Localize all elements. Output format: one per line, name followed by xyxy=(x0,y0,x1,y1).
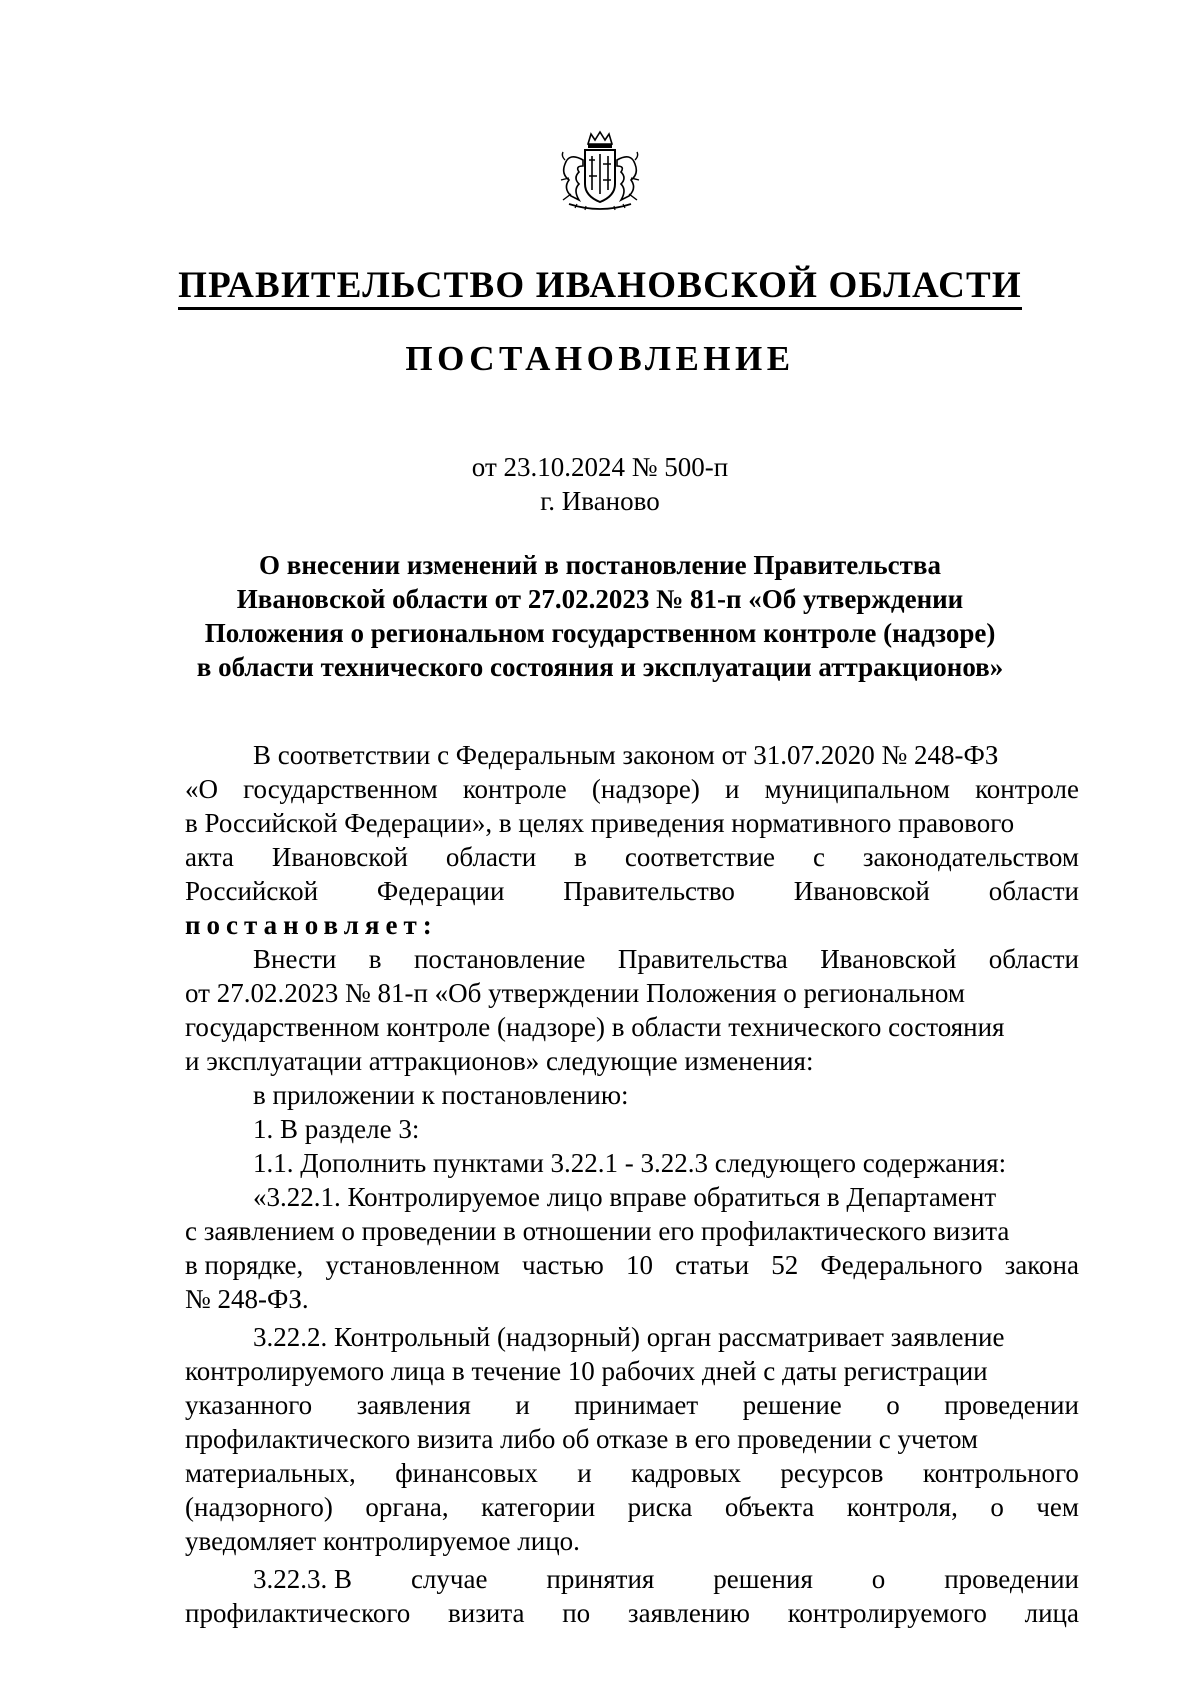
word: риска xyxy=(627,1492,693,1522)
word: Правительства xyxy=(617,944,788,974)
word: о xyxy=(990,1492,1004,1522)
word: чем xyxy=(1036,1492,1079,1522)
word: визита xyxy=(448,1598,525,1628)
body-line: 1.1. Дополнить пунктами 3.22.1 - 3.22.3 следующего содержания: xyxy=(253,1148,1007,1178)
word: закона xyxy=(1004,1250,1079,1280)
word: контрольного xyxy=(922,1458,1079,1488)
body-line: 3.22.2. Контрольный (надзорный) орган рассматривает заявление xyxy=(253,1322,1005,1352)
word: по xyxy=(562,1598,591,1628)
body-line-spaced: постановляет: xyxy=(185,910,438,940)
word: «О xyxy=(185,774,218,804)
word: лица xyxy=(1024,1598,1079,1628)
word: заявлению xyxy=(627,1598,750,1628)
word: 10 xyxy=(625,1250,653,1280)
date-and-number: от 23.10.2024 № 500-п xyxy=(471,452,729,482)
word: Ивановской xyxy=(271,842,408,872)
word: в xyxy=(574,842,587,872)
body-line: контролируемого лица в течение 10 рабочих дней с даты регистрации xyxy=(185,1356,988,1386)
body-line: 1. В разделе 3: xyxy=(253,1114,420,1144)
word: частью xyxy=(521,1250,604,1280)
word: государственном xyxy=(243,774,438,804)
word: статьи xyxy=(675,1250,750,1280)
body-line xyxy=(185,1596,1079,1630)
body-line xyxy=(185,874,1079,908)
word: кадровых xyxy=(631,1458,741,1488)
word: области xyxy=(988,944,1079,974)
word: в xyxy=(368,944,382,974)
body-line: № 248-ФЗ. xyxy=(185,1284,309,1314)
word: органа, xyxy=(365,1492,449,1522)
word: акта xyxy=(185,842,234,872)
title-line: О внесении изменений в постановление Правительства xyxy=(259,550,941,580)
word: решения xyxy=(713,1564,813,1594)
word: проведении xyxy=(944,1564,1079,1594)
body-line: государственном контроле (надзоре) в области технического состояния xyxy=(185,1012,1005,1042)
word: контроля, xyxy=(846,1492,958,1522)
word: контроле xyxy=(975,774,1079,804)
body-line: в Российской Федерации», в целях приведения нормативного правового xyxy=(185,808,1015,838)
word: профилактического xyxy=(185,1598,411,1628)
body-line xyxy=(185,942,1079,976)
word: (надзоре) xyxy=(591,774,700,804)
word: с xyxy=(812,842,825,872)
word: Федерального xyxy=(820,1250,983,1280)
body-line: в приложении к постановлению: xyxy=(253,1080,629,1110)
body-line: профилактического визита либо об отказе в его проведении с учетом xyxy=(185,1424,979,1454)
title-line: Положения о региональном государственном контроле (надзоре) xyxy=(204,618,996,648)
word: Ивановской xyxy=(820,944,957,974)
word: проведении xyxy=(944,1390,1079,1420)
government-name: ПРАВИТЕЛЬСТВО ИВАНОВСКОЙ ОБЛАСТИ xyxy=(0,264,1200,308)
document-type: ПОСТАНОВЛЕНИЕ xyxy=(405,339,795,378)
word: в порядке, xyxy=(185,1250,304,1280)
word: 52 xyxy=(771,1250,799,1280)
title-line: в области технического состояния и эксплуатации аттракционов» xyxy=(196,652,1004,682)
word: принимает xyxy=(574,1390,699,1420)
body-line: и эксплуатации аттракционов» следующие изменения: xyxy=(185,1046,814,1076)
word: о xyxy=(886,1390,900,1420)
word: случае xyxy=(410,1564,488,1594)
word: установленном xyxy=(325,1250,500,1280)
word: контролируемого xyxy=(787,1598,987,1628)
word: соответствие xyxy=(624,842,775,872)
coat-of-arms-emblem xyxy=(555,130,645,214)
word: Федерации xyxy=(376,876,505,906)
word: Российской xyxy=(185,876,319,906)
word: заявления xyxy=(356,1390,471,1420)
word: финансовых xyxy=(395,1458,538,1488)
word: категории xyxy=(481,1492,596,1522)
city: г. Иваново xyxy=(540,486,660,516)
body-line xyxy=(185,1490,1079,1524)
title-line: Ивановской области от 27.02.2023 № 81-п «Об утверждении xyxy=(236,584,964,614)
word: области xyxy=(445,842,537,872)
word: муниципальном xyxy=(764,774,950,804)
word: (надзорного) xyxy=(185,1492,333,1522)
word: ресурсов xyxy=(780,1458,884,1488)
word: и xyxy=(724,774,740,804)
body-line: от 27.02.2023 № 81-п «Об утверждении Положения о региональном xyxy=(185,978,966,1008)
word: 3.22.3. В xyxy=(253,1564,353,1594)
word: Ивановской xyxy=(793,876,930,906)
word: Внести xyxy=(253,944,337,974)
body-line xyxy=(185,772,1079,806)
word: принятия xyxy=(546,1564,655,1594)
body-line xyxy=(185,840,1079,874)
word: Правительство xyxy=(563,876,735,906)
word: и xyxy=(577,1458,592,1488)
word: указанного xyxy=(185,1390,313,1420)
body-line: «3.22.1. Контролируемое лицо вправе обратиться в Департамент xyxy=(253,1182,997,1212)
word: о xyxy=(871,1564,886,1594)
body-line xyxy=(185,1248,1079,1282)
word: законодательством xyxy=(862,842,1079,872)
document-title xyxy=(0,548,1200,684)
body-line xyxy=(185,1562,1079,1596)
body-line: с заявлением о проведении в отношении его профилактического визита xyxy=(185,1216,1010,1246)
word: и xyxy=(515,1390,530,1420)
word: решение xyxy=(742,1390,842,1420)
body-line xyxy=(185,1456,1079,1490)
word: области xyxy=(988,876,1079,906)
body-line: В соответствии с Федеральным законом от 31.07.2020 № 248-ФЗ xyxy=(253,740,999,770)
word: постановление xyxy=(413,944,586,974)
word: материальных, xyxy=(185,1458,356,1488)
body-line xyxy=(185,1388,1079,1422)
word: объекта xyxy=(724,1492,815,1522)
body-line: уведомляет контролируемое лицо. xyxy=(185,1526,580,1556)
word: контроле xyxy=(462,774,567,804)
